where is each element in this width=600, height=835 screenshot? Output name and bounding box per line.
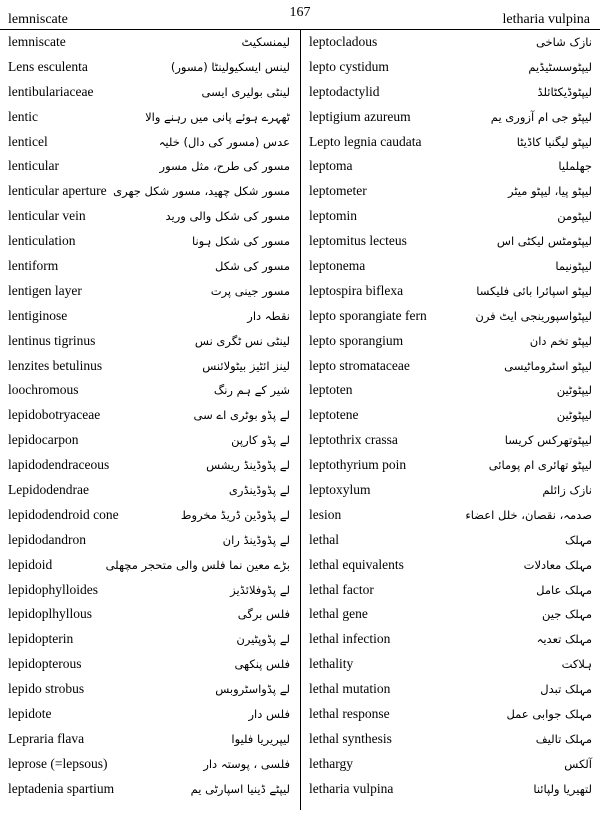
- entry-translation: عدس (مسور کی دال) خلیہ: [158, 134, 290, 149]
- entry-term: leptospira biflexa: [309, 282, 404, 298]
- entry-translation: مسور جینی پرت: [210, 283, 290, 298]
- entry-term: leprose (=lepsous): [8, 755, 108, 771]
- entry-translation: شیر کے ہم رنگ: [213, 383, 290, 398]
- dictionary-entry: [0, 55, 300, 80]
- dictionary-entry: [0, 777, 300, 802]
- entry-term: lapidodendraceous: [8, 457, 110, 473]
- dictionary-entry: [0, 403, 300, 428]
- entry-term: leptomitus lecteus: [309, 233, 407, 249]
- dictionary-entry: [301, 354, 600, 379]
- entry-term: loochromous: [8, 382, 79, 398]
- entry-translation: لے پڈوڈین ڈریڈ مخروط: [180, 507, 290, 522]
- entry-translation: لیپٹواسپورینجی ایٹ فرن: [475, 308, 592, 323]
- entry-translation: ٹھہرے ہوئے پانی میں رہنے والا: [145, 109, 290, 124]
- entry-translation: لیپٹونیما: [555, 259, 592, 274]
- dictionary-entry: [0, 652, 300, 677]
- entry-translation: لینٹی نس ٹگری نس: [194, 333, 290, 348]
- entry-translation: لیپٹو لیگنیا کاڈیٹا: [516, 134, 592, 149]
- entry-term: leptocladous: [309, 34, 378, 49]
- entry-translation: فلس برگی: [237, 607, 290, 622]
- entry-translation: مسور شکل چھید، مسور شکل جھری: [113, 184, 290, 199]
- entry-translation: لیپٹوڈیکٹائلڈ: [537, 84, 592, 99]
- entry-term: lepidodendroid cone: [8, 506, 119, 522]
- entry-term: leptoxylum: [309, 482, 371, 498]
- entry-term: leptotene: [309, 407, 359, 423]
- entry-translation: لیپٹو جی ام آزوری یم: [490, 109, 592, 124]
- entry-translation: لے پڈوڈینڈری: [228, 483, 290, 498]
- dictionary-entry: [301, 702, 600, 727]
- dictionary-entry: [301, 304, 600, 329]
- entry-term: lentinus tigrinus: [8, 332, 96, 348]
- dictionary-entry: [0, 602, 300, 627]
- entry-term: lepto sporangiate fern: [309, 307, 427, 323]
- entry-translation: فلس پنکھی: [234, 657, 290, 672]
- entry-translation: لیپٹو اسپائرا بائی فلیکسا: [476, 283, 592, 298]
- entry-translation: لیپٹو اسٹروماٹیسی: [504, 358, 592, 373]
- dictionary-entry: [301, 55, 600, 80]
- dictionary-entry: [0, 80, 300, 105]
- entry-term: lethal mutation: [309, 681, 391, 697]
- entry-term: lenticular: [8, 158, 59, 174]
- entry-translation: لیپریریا فلیوا: [231, 731, 290, 746]
- entry-term: Lepto legnia caudata: [309, 133, 422, 149]
- dictionary-entry: [0, 702, 300, 727]
- entry-term: lenzites betulinus: [8, 357, 103, 373]
- dictionary-entry: [301, 578, 600, 603]
- dictionary-entry: [301, 677, 600, 702]
- dictionary-entry: [0, 528, 300, 553]
- entry-term: lethality: [309, 656, 354, 672]
- entry-translation: لیپٹے ڈینیا اسپارٹی یم: [190, 781, 290, 796]
- dictionary-entry: [301, 652, 600, 677]
- entry-translation: مہلک عامل: [536, 582, 592, 597]
- entry-translation: لینٹی بولیری ایسی: [201, 84, 290, 99]
- entry-term: leptoma: [309, 158, 353, 174]
- entry-translation: لیپٹو پیا، لیپٹو میٹر: [507, 184, 592, 199]
- dictionary-entry: [301, 179, 600, 204]
- dictionary-entry: [0, 453, 300, 478]
- entry-translation: لے پڈو بوٹری اے سی: [193, 408, 290, 423]
- dictionary-entry: [0, 254, 300, 279]
- dictionary-entry: [301, 453, 600, 478]
- entry-term: leptonema: [309, 258, 366, 274]
- dictionary-entry: [0, 378, 300, 403]
- page-number: 167: [289, 5, 311, 20]
- dictionary-entry: [301, 154, 600, 179]
- dictionary-entry: [0, 204, 300, 229]
- dictionary-entry: [301, 553, 600, 578]
- entry-translation: لے پڈوڈینڈ ران: [222, 532, 290, 547]
- dictionary-entry: [301, 204, 600, 229]
- entry-translation: مسور کی شکل ہونا: [191, 234, 290, 249]
- dictionary-entry: [0, 478, 300, 503]
- entry-term: lethal: [309, 531, 339, 547]
- entry-term: leptomin: [309, 208, 357, 224]
- entry-term: lepidopterous: [8, 656, 82, 672]
- entry-translation: ہلاکت: [561, 657, 592, 672]
- entry-term: lenticular vein: [8, 208, 86, 224]
- dictionary-entry: [301, 329, 600, 354]
- entry-term: lentic: [8, 108, 38, 124]
- dictionary-entry: [0, 578, 300, 603]
- entry-term: lethal infection: [309, 631, 391, 647]
- entry-translation: نقطہ دار: [247, 308, 290, 323]
- entry-term: lethal synthesis: [309, 730, 392, 746]
- dictionary-entry: [301, 279, 600, 304]
- entry-term: lenticular aperture: [8, 183, 107, 199]
- entry-term: leptadenia spartium: [8, 780, 115, 796]
- entry-term: lentiginose: [8, 307, 68, 323]
- entry-term: lesion: [309, 506, 342, 522]
- entry-term: lethal factor: [309, 581, 374, 597]
- entry-term: letharia vulpina: [309, 780, 394, 796]
- entry-term: leptometer: [309, 183, 367, 199]
- entry-translation: مہلک تالیف: [535, 731, 592, 746]
- entry-term: lentigen layer: [8, 282, 82, 298]
- entry-term: lepidote: [8, 706, 52, 722]
- entry-translation: لیمنسکیٹ: [241, 35, 290, 49]
- dictionary-entry: [0, 329, 300, 354]
- dictionary-entry: [0, 105, 300, 130]
- dictionary-entry: [301, 528, 600, 553]
- dictionary-entry: [0, 304, 300, 329]
- entry-term: lenticel: [8, 133, 48, 149]
- dictionary-entry: [301, 105, 600, 130]
- right-column: [301, 30, 600, 802]
- dictionary-entry: [0, 727, 300, 752]
- dictionary-entry: [301, 403, 600, 428]
- entry-term: lenticulation: [8, 233, 76, 249]
- entry-translation: لیپٹوٹین: [556, 383, 592, 398]
- entry-translation: صدمہ، نقصان، خلل اعضاء: [465, 507, 592, 522]
- entry-translation: لیپٹو تھائری ام پومائی: [488, 458, 592, 473]
- entry-translation: آلکس: [564, 756, 592, 771]
- entry-term: lethargy: [309, 755, 353, 771]
- dictionary-entry: [0, 553, 300, 578]
- entry-translation: مہلک: [565, 532, 592, 547]
- dictionary-entry: [301, 254, 600, 279]
- entry-translation: مسور کی طرح، مثل مسور: [159, 159, 290, 174]
- entry-translation: لے پڈوپٹیرن: [236, 632, 290, 647]
- entry-term: lentibulariaceae: [8, 83, 94, 99]
- header-last-entry: letharia vulpina: [502, 12, 590, 27]
- dictionary-entry: [301, 130, 600, 155]
- dictionary-entry: [0, 428, 300, 453]
- page-header: [0, 0, 600, 30]
- entry-translation: لے پڈوڈینڈ ریشس: [206, 458, 290, 473]
- entry-translation: لے پڈوفلائڈیز: [230, 582, 290, 597]
- dictionary-entry: [301, 727, 600, 752]
- entry-term: lepido strobus: [8, 681, 85, 697]
- entry-term: Lepraria flava: [8, 730, 85, 746]
- entry-translation: فلسی ، پوستہ دار: [203, 756, 290, 771]
- entry-translation: مہلک تبدل: [540, 682, 592, 697]
- entry-term: leptoten: [309, 382, 353, 398]
- entry-term: leptodactylid: [309, 83, 380, 99]
- dictionary-entry: [301, 428, 600, 453]
- dictionary-entry: [301, 602, 600, 627]
- entry-translation: لیپٹو تخم دان: [529, 333, 592, 348]
- entry-term: lepidodandron: [8, 531, 86, 547]
- dictionary-entry: [0, 627, 300, 652]
- entry-translation: لے پڈو کارپن: [231, 433, 290, 448]
- dictionary-entry: [301, 478, 600, 503]
- entry-translation: مہلک تعدیہ: [536, 632, 592, 647]
- entry-term: lepidophylloides: [8, 581, 98, 597]
- entry-translation: لیپٹومٹس لیکٹی اس: [496, 234, 592, 249]
- entry-translation: نازک شاخی: [535, 35, 592, 49]
- entry-translation: لیپٹوٹین: [556, 408, 592, 423]
- entry-translation: لتھیریا ولپائنا: [533, 781, 592, 796]
- dictionary-entry: [301, 378, 600, 403]
- entry-translation: مسور کی شکل: [215, 259, 290, 274]
- entry-translation: جھلملیا: [558, 159, 592, 174]
- entry-term: leptigium azureum: [309, 108, 411, 124]
- entry-term: lepidopterin: [8, 631, 74, 647]
- entry-translation: مہلک جوابی عمل: [506, 707, 592, 722]
- left-column: [0, 30, 300, 802]
- entry-translation: لیپٹوسسٹیڈیم: [528, 59, 592, 74]
- entry-term: lepidobotryaceae: [8, 407, 101, 423]
- dictionary-entry: [0, 130, 300, 155]
- dictionary-entry: [0, 752, 300, 777]
- dictionary-entry: [301, 229, 600, 254]
- dictionary-entry: [301, 777, 600, 802]
- entry-translation: لینس ایسکیولینٹا (مسور): [170, 59, 290, 74]
- entry-term: lemniscate: [8, 34, 66, 49]
- entry-translation: مہلک معادلات: [523, 557, 592, 572]
- entry-term: lepidoplhyllous: [8, 606, 92, 622]
- dictionary-entry: [0, 154, 300, 179]
- entry-term: lepidoid: [8, 556, 53, 572]
- dictionary-entry: [301, 752, 600, 777]
- entry-translation: لینز ائٹیز بیٹولائنس: [202, 358, 290, 373]
- entry-translation: فلس دار: [248, 707, 290, 722]
- entry-term: leptothrix crassa: [309, 432, 398, 448]
- entry-translation: نازک زائلم: [542, 483, 592, 498]
- entry-translation: لیپٹوتھرکس کریسا: [504, 433, 592, 448]
- dictionary-entry: [301, 627, 600, 652]
- dictionary-entry: [0, 229, 300, 254]
- dictionary-entry: [0, 30, 300, 55]
- entry-term: lethal response: [309, 706, 390, 722]
- entry-term: lepto cystidum: [309, 58, 389, 74]
- entry-term: Lepidodendrae: [8, 482, 89, 498]
- dictionary-entry: [0, 179, 300, 204]
- entry-term: leptothyrium poin: [309, 457, 407, 473]
- entry-term: Lens esculenta: [8, 58, 88, 74]
- dictionary-entry: [0, 677, 300, 702]
- entry-term: lepidocarpon: [8, 432, 79, 448]
- dictionary-entry: [0, 354, 300, 379]
- header-first-entry: lemniscate: [8, 12, 68, 27]
- dictionary-entry: [301, 80, 600, 105]
- entry-translation: مہلک جین: [542, 607, 592, 622]
- entry-term: lepto sporangium: [309, 332, 404, 348]
- entry-translation: لے پڈواسٹروبس: [215, 682, 290, 697]
- entry-translation: بڑے معین نما فلس والی متحجر مچھلی: [105, 557, 290, 572]
- entry-term: lethal gene: [309, 606, 368, 622]
- entry-translation: مسور کی شکل والی ورید: [165, 209, 290, 224]
- entry-term: lepto stromataceae: [309, 357, 410, 373]
- dictionary-entry: [0, 503, 300, 528]
- entry-term: lethal equivalents: [309, 556, 404, 572]
- dictionary-entry: [301, 503, 600, 528]
- entry-term: lentiform: [8, 258, 59, 274]
- dictionary-entry: [301, 30, 600, 55]
- dictionary-entry: [0, 279, 300, 304]
- entry-translation: لیپٹومن: [557, 209, 592, 224]
